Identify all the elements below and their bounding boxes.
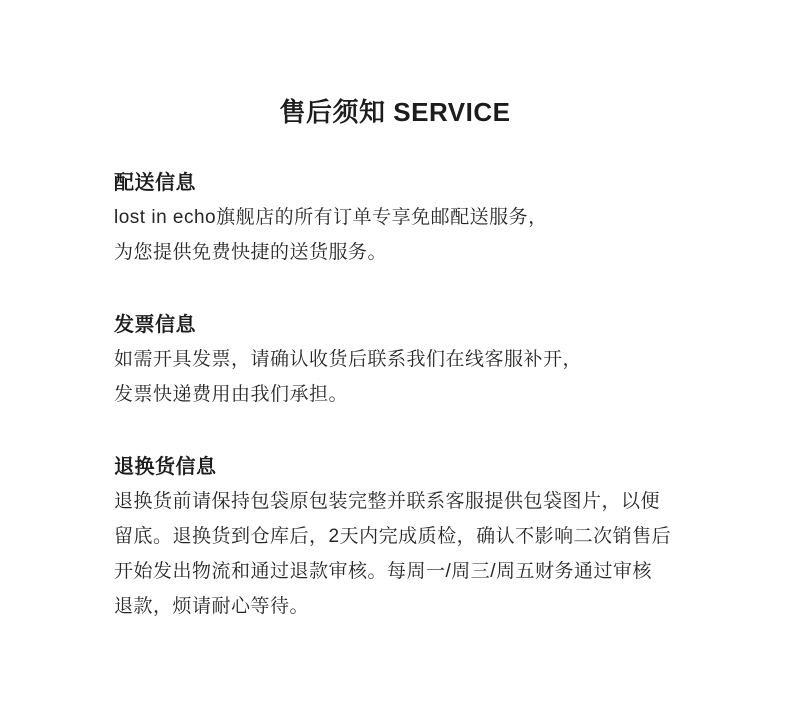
paragraph-line: 如需开具发票，请确认收货后联系我们在线客服补开， (114, 349, 583, 370)
section-invoice-info (114, 310, 676, 412)
section-return-info (114, 452, 676, 624)
paragraph-line: 退换货前请保持包袋原包装完整并联系客服提供包袋图片，以便 (114, 491, 661, 512)
paragraph-line: 开始发出物流和通过退款审核。每周一/周三/周五财务通过审核 (114, 561, 653, 582)
paragraph-line: 退款，烦请耐心等待。 (114, 596, 310, 617)
paragraph-line: 为您提供免费快捷的送货服务。 (114, 242, 388, 263)
section-body-invoice (114, 342, 676, 412)
section-body-shipping (114, 200, 676, 270)
section-heading-invoice: 发票信息 (114, 314, 196, 336)
paragraph-line: 发票快递费用由我们承担。 (114, 384, 349, 405)
section-heading-shipping: 配送信息 (114, 172, 196, 194)
page-title: 售后须知 SERVICE (279, 97, 511, 127)
section-heading-return: 退换货信息 (114, 456, 217, 478)
paragraph-line: lost in echo旗舰店的所有订单专享免邮配送服务， (114, 207, 548, 228)
paragraph-line: 留底。退换货到仓库后，2天内完成质检，确认不影响二次销售后 (114, 526, 672, 547)
section-shipping-info (114, 168, 676, 270)
section-body-return (114, 484, 676, 624)
